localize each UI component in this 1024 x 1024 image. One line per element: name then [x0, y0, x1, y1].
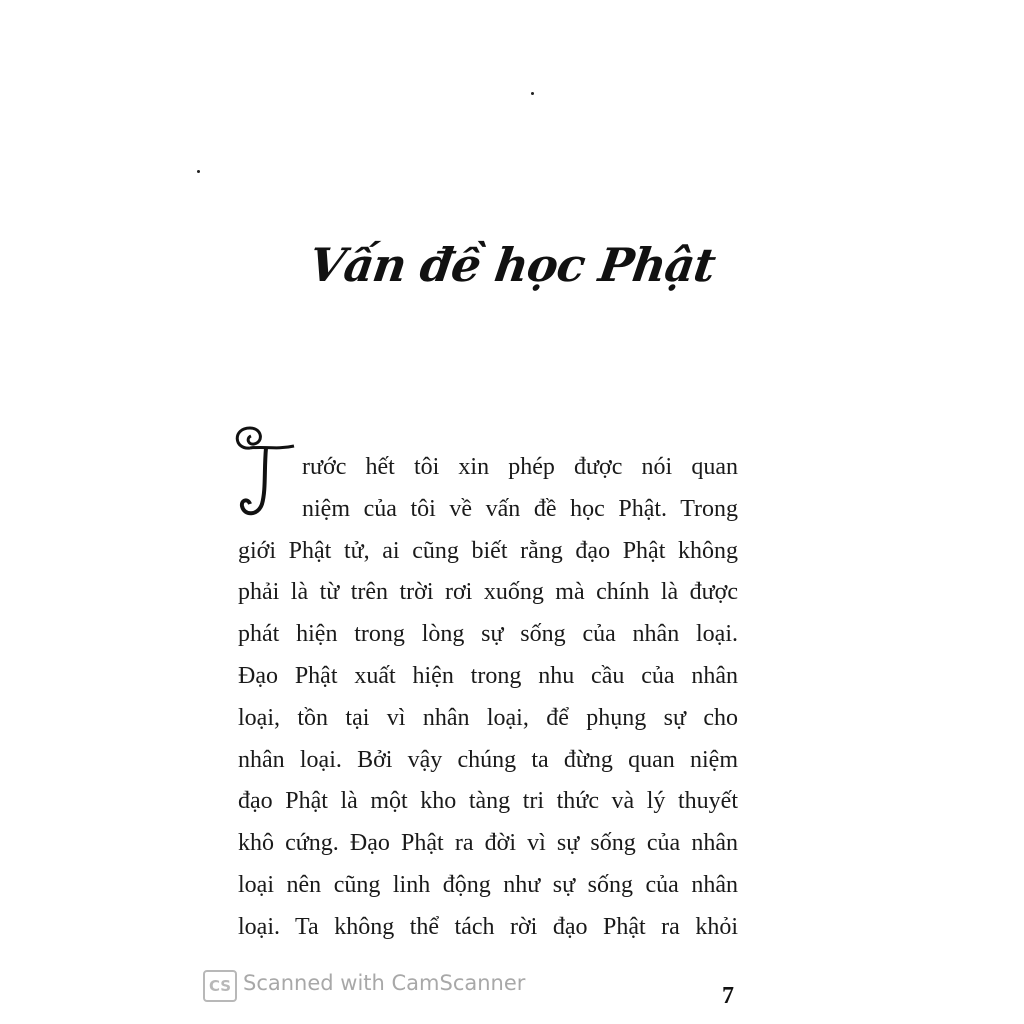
camscanner-logo-icon: CS	[203, 970, 237, 1002]
scan-speck	[197, 170, 200, 173]
paragraph-line: Đạo Phật xuất hiện trong nhu cầu của nhân	[238, 662, 738, 689]
paragraph-line: đạo Phật là một kho tàng tri thức và lý thuyết	[238, 788, 738, 815]
page-number: 7	[722, 983, 734, 1009]
paragraph-line: rước hết tôi xin phép được nói quan	[302, 454, 738, 480]
paragraph-line: niệm của tôi về vấn đề học Phật. Trong	[302, 495, 738, 522]
paragraph-line: loại. Ta không thể tách rời đạo Phật ra khỏi	[238, 913, 738, 940]
camscanner-watermark: Scanned with CamScanner	[243, 971, 526, 995]
paragraph-line: giới Phật tử, ai cũng biết rằng đạo Phật không	[238, 537, 738, 564]
scan-speck	[531, 92, 534, 95]
chapter-title: Vấn đề học Phật	[305, 238, 719, 292]
paragraph-line: loại, tồn tại vì nhân loại, để phụng sự cho	[238, 704, 738, 731]
paragraph-line: phải là từ trên trời rơi xuống mà chính là được	[238, 579, 738, 606]
paragraph-line: khô cứng. Đạo Phật ra đời vì sự sống của nhân	[238, 830, 738, 857]
paragraph-line: nhân loại. Bởi vậy chúng ta đừng quan niệm	[238, 746, 738, 773]
body-paragraph	[238, 447, 738, 949]
paragraph-line: loại nên cũng linh động như sự sống của nhân	[238, 871, 738, 898]
paragraph-line: phát hiện trong lòng sự sống của nhân loại.	[238, 621, 738, 648]
